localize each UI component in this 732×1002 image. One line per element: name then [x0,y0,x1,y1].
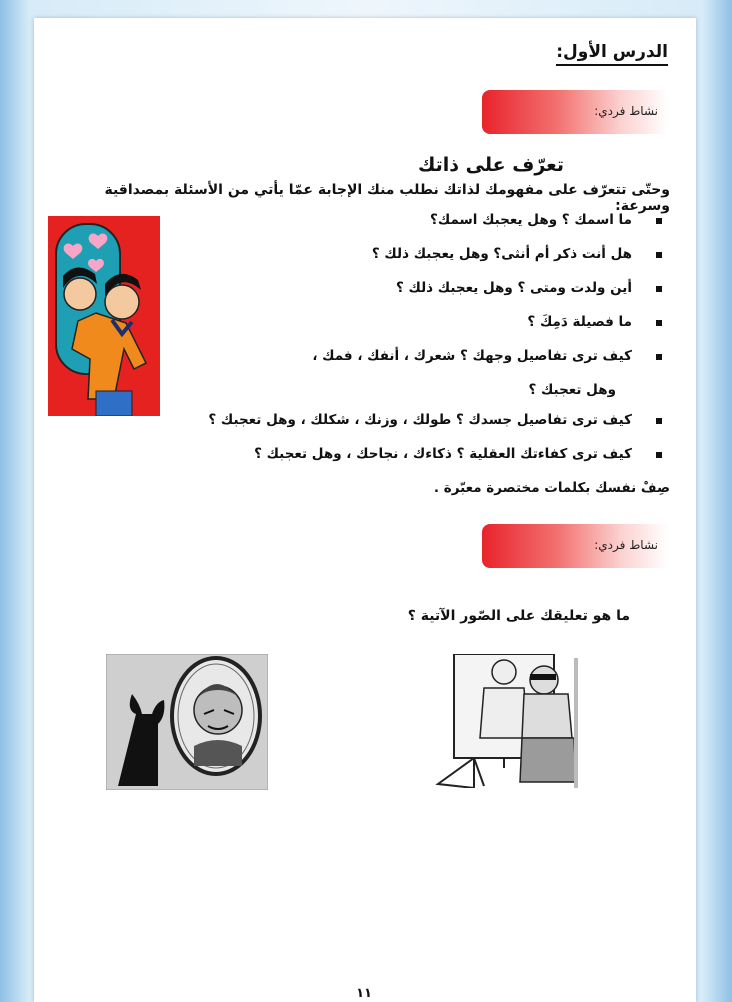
activity-label-1: نشاط فردي: [594,104,658,118]
comment-question: ما هو تعليقك على الصّور الآتية ؟ [407,608,630,624]
list-item: كيف ترى كفاءتك العقلية ؟ ذكاءك ، نجاحك ، وهل تعجبك ؟ [172,446,632,480]
list-item: كيف ترى تفاصيل وجهك ؟ شعرك ، أنفك ، فمك ، [172,348,632,412]
question-list [172,212,632,480]
bullet-icon [656,252,662,258]
bullet-icon [656,418,662,424]
bullet-icon [656,286,662,292]
man-mirror-sketch [432,654,598,788]
list-item: ما فصيلة دَمِكَ ؟ [172,314,632,348]
page-number: ١١ [356,986,372,1001]
bullet-icon [656,320,662,326]
question-continuation: وهل تعجبك ؟ [528,382,616,398]
activity-label-2: نشاط فردي: [594,538,658,552]
activity-banner-1 [482,90,668,134]
describe-yourself-prompt: صِفْ نفسك بكلمات مختصرة معبّرة . [433,480,670,496]
list-item: هل أنت ذكر أم أنثى؟ وهل يعجبك ذلك ؟ [172,246,632,280]
boy-mirror-illustration [48,216,160,416]
textbook-page [34,18,696,1002]
list-item: أين ولدت ومتى ؟ وهل يعجبك ذلك ؟ [172,280,632,314]
bullet-icon [656,218,662,224]
lesson-title: الدرس الأول: [556,42,668,66]
bullet-icon [656,354,662,360]
woman-mirror-sketch [106,654,268,790]
bullet-icon [656,452,662,458]
list-item: كيف ترى تفاصيل جسدك ؟ طولك ، وزنك ، شكلك ، وهل تعجبك ؟ [172,412,632,446]
section-title: تعرّف على ذاتك [417,154,564,176]
activity-banner-2 [482,524,668,568]
list-item: ما اسمك ؟ وهل يعجبك اسمك؟ [172,212,632,246]
intro-text: وحتّى تتعرّف على مفهومك لذاتك نطلب منك الإجابة عمّا يأتي من الأسئلة بمصداقية وسرعة: [104,182,670,214]
